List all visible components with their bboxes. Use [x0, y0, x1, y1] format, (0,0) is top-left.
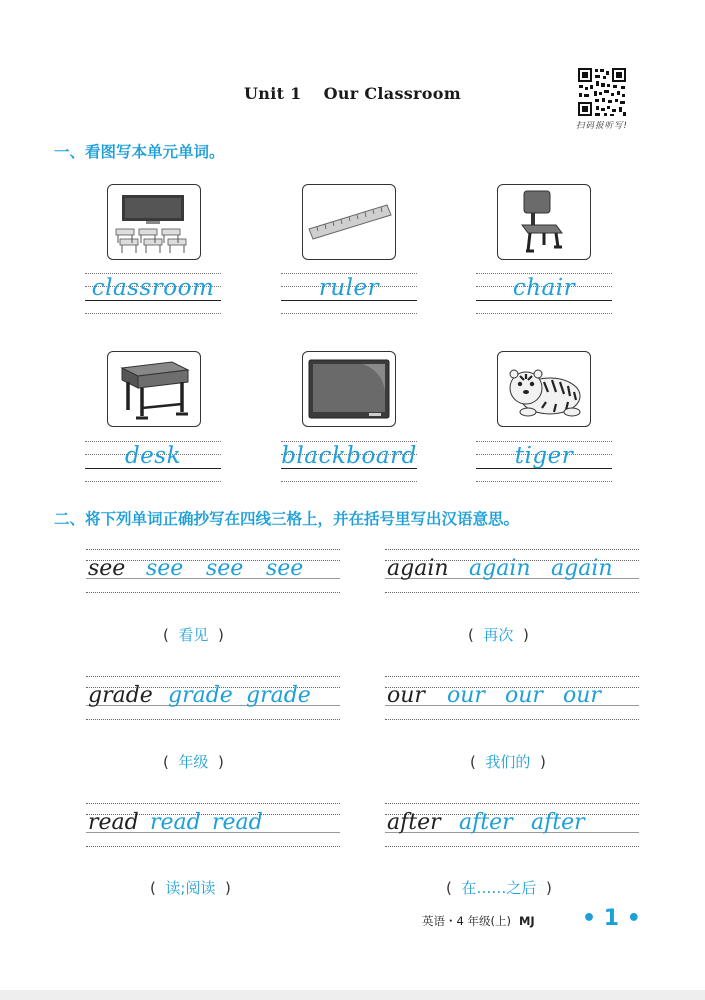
answer-word: desk: [124, 443, 182, 469]
copied-word: after: [459, 810, 513, 835]
source-word: again: [387, 556, 449, 581]
meaning-text: 看见: [178, 626, 209, 644]
qr-caption: 扫码报听写!: [576, 121, 628, 131]
copied-word: read: [212, 810, 263, 835]
copied-word: our: [447, 683, 485, 708]
source-word: see: [88, 556, 126, 581]
copied-word: again: [469, 556, 531, 581]
copied-word: see: [206, 556, 244, 581]
desk-picture: [107, 351, 201, 427]
answer-word: classroom: [91, 275, 215, 301]
word-line-desk: [85, 441, 221, 481]
word-line-tiger: [476, 441, 612, 481]
meaning-see: ( 看见 ): [163, 626, 224, 644]
meaning-grade: ( 年级 ): [163, 753, 224, 771]
ruler-picture: [302, 184, 396, 260]
page-number: • 1 •: [582, 906, 641, 931]
classroom-picture: [107, 184, 201, 260]
meaning-text: 再次: [483, 626, 514, 644]
meaning-again: ( 再次 ): [468, 626, 529, 644]
unit-name: Our Classroom: [323, 84, 461, 103]
copied-word: see: [266, 556, 304, 581]
answer-word: tiger: [514, 443, 574, 469]
unit-number: Unit 1: [244, 84, 302, 103]
meaning-text: 在……之后: [461, 879, 537, 897]
copied-word: our: [563, 683, 601, 708]
word-line-classroom: [85, 273, 221, 313]
copied-word: grade: [168, 683, 233, 708]
answer-word: ruler: [318, 275, 380, 301]
word-line-ruler: [281, 273, 417, 313]
meaning-text: 读;阅读: [165, 879, 216, 897]
copied-word: see: [146, 556, 184, 581]
meaning-read: ( 读;阅读 ): [150, 879, 231, 897]
word-line-chair: [476, 273, 612, 313]
copied-word: read: [150, 810, 201, 835]
answer-word: chair: [512, 275, 576, 301]
footer-text: 英语・4 年级(上): [422, 914, 511, 928]
meaning-our: ( 我们的 ): [470, 753, 546, 771]
page-bottom-edge: [0, 990, 705, 1000]
answer-word: blackboard: [281, 443, 417, 469]
tiger-picture: [497, 351, 591, 427]
section-2-heading: 二、将下列单词正确抄写在四线三格上，并在括号里写出汉语意思。: [54, 510, 520, 528]
source-word: our: [387, 683, 425, 708]
qr-code-icon[interactable]: [576, 66, 628, 118]
source-word: read: [88, 810, 139, 835]
copy-lines-after: [385, 803, 639, 847]
copied-word: after: [531, 810, 585, 835]
copy-lines-our: [385, 676, 639, 720]
source-word: after: [387, 810, 441, 835]
meaning-text: 年级: [178, 753, 209, 771]
copied-word: again: [551, 556, 613, 581]
copy-lines-again: [385, 549, 639, 593]
copy-lines-see: [86, 549, 340, 593]
source-word: grade: [88, 683, 153, 708]
copy-lines-read: [86, 803, 340, 847]
meaning-text: 我们的: [485, 753, 531, 771]
footer-book-info: [422, 913, 535, 929]
word-line-blackboard: [281, 441, 417, 481]
blackboard-picture: [302, 351, 396, 427]
meaning-after: ( 在……之后 ): [446, 879, 552, 897]
copied-word: our: [505, 683, 543, 708]
section-1-heading: 一、看图写本单元单词。: [54, 143, 225, 161]
copy-lines-grade: [86, 676, 340, 720]
footer-edition: MJ: [518, 914, 535, 928]
copied-word: grade: [246, 683, 311, 708]
chair-picture: [497, 184, 591, 260]
